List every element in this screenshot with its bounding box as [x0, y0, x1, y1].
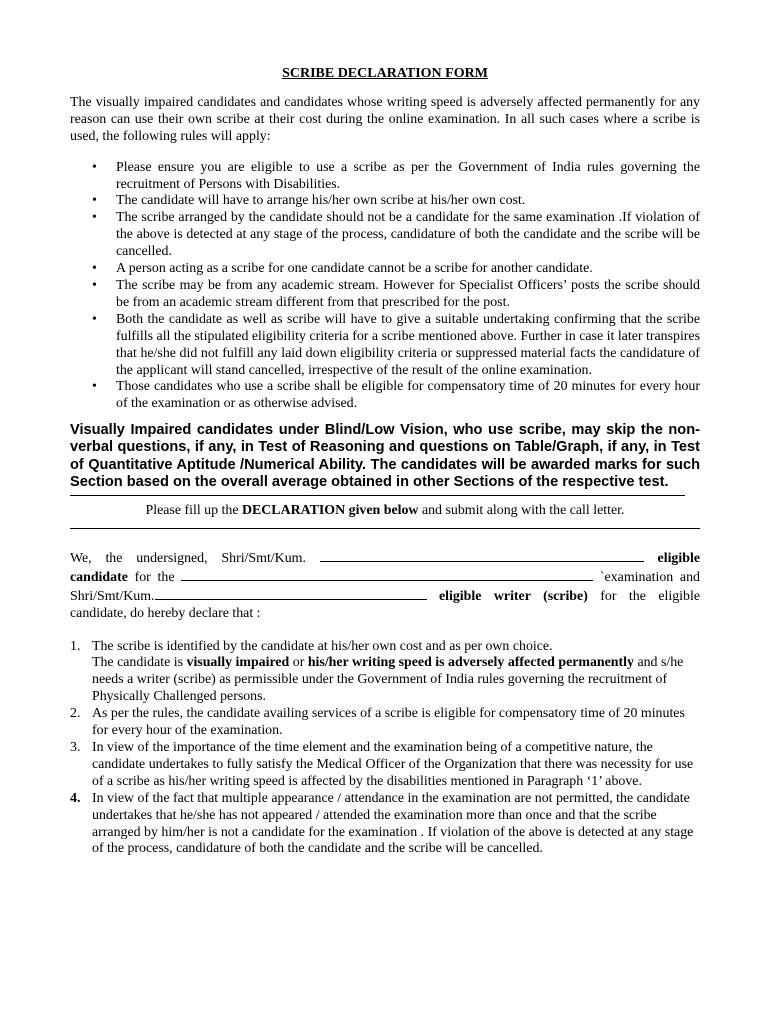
declaration-bold: eligible candidate	[70, 550, 700, 585]
divider-bottom	[70, 528, 700, 529]
document-page	[70, 66, 700, 858]
point-text: In view of the fact that multiple appearance / attendance in the examination are not permitted, the candidate undertakes that he/she has not appeared / attended the examination more than once and that the scribe arranged by him/her is not a candidate for the examination . If violation of the above is detected at any stage of the process, candidature of both the candidate and the scribe will be cancelled.	[92, 790, 694, 857]
candidate-name-blank[interactable]	[320, 549, 644, 562]
divider-top	[70, 495, 685, 496]
declaration-text: for the	[127, 569, 182, 585]
point-text: or	[289, 655, 308, 671]
rules-list	[70, 160, 700, 414]
page-title: SCRIBE DECLARATION FORM	[282, 66, 488, 81]
point-number: 4.	[70, 790, 81, 806]
point-number: 2.	[70, 706, 81, 722]
rule-item: • Please ensure you are eligible to use a scribe as per the Government of India rules governing the recruitment of Persons with Disabilities.	[70, 160, 700, 194]
intro-paragraph: The visually impaired candidates and candidates whose writing speed is adversely affected permanently for any reason can use their own scribe at their cost during the online examination. In all such cases where a scribe is used, the following rules will apply:	[70, 94, 700, 144]
declaration-text: We, the undersigned, Shri/Smt/Kum.	[70, 550, 320, 566]
rule-item: • Those candidates who use a scribe shall be eligible for compensatory time of 20 minutes for every hour of the examination or as otherwise advised.	[70, 379, 700, 413]
point-text: As per the rules, the candidate availing services of a scribe is eligible for compensatory time of 20 minutes for every hour of the examination.	[92, 706, 685, 739]
point-text: In view of the importance of the time element and the examination being of a competitive nature, the candidate undertakes to fully satisfy the Medical Officer of the Organization that there was necessity for use of a scribe as his/her writing speed is affected by the disabilities mentioned in Paragraph ‘1’ above.	[92, 740, 694, 789]
point-item	[70, 706, 700, 740]
rule-item: • The candidate will have to arrange his/her own scribe at his/her own cost.	[70, 193, 700, 210]
declaration-bold: eligible writer (scribe)	[426, 588, 588, 604]
point-number: 1.	[70, 638, 81, 654]
scribe-name-blank[interactable]	[155, 587, 427, 600]
examination-name-blank[interactable]	[181, 568, 593, 581]
fill-instruction-before: Please fill up the	[145, 503, 242, 519]
point-item	[70, 791, 700, 859]
point-text: The candidate is	[92, 655, 187, 671]
declaration-points	[70, 639, 700, 859]
rule-item: • Both the candidate as well as scribe will have to give a suitable undertaking confirming that the scribe fulfills all the stipulated eligibility criteria for a scribe mentioned above. Further in case it later transpires that he/she did not fulfill any laid down eligibility criteria or suppressed material facts the candidature of the applicant will stand cancelled, irrespective of the result of the online examination.	[70, 312, 700, 380]
declaration-paragraph	[70, 549, 700, 623]
visually-impaired-notice: Visually Impaired candidates under Blind/Low Vision, who use scribe, may skip the non-verbal questions, if any, in Test of Reasoning and questions on Table/Graph, if any, in Test of Quantitative Aptitude /Numerical Ability. The candidates will be awarded marks for such Section based on the overall average obtained in other Sections of the respective test.	[70, 422, 700, 490]
declaration-text: for the eligible candidate, do hereby declare that :	[70, 588, 701, 621]
point-bold: visually impaired	[186, 655, 290, 671]
rule-item: • A person acting as a scribe for one candidate cannot be a scribe for another candidate.	[70, 261, 700, 278]
point-item	[70, 639, 700, 707]
declaration-text: `examination and Shri/Smt/Kum.	[70, 569, 700, 604]
fill-instruction-after: and submit along with the call letter.	[418, 503, 625, 519]
rule-item: • The scribe arranged by the candidate should not be a candidate for the same examination .If violation of the above is detected at any stage of the process, candidature of both the candidate and the scribe will be cancelled.	[70, 210, 700, 261]
rule-item: • The scribe may be from any academic stream. However for Specialist Officers’ posts the scribe should be from an academic stream different from that prescribed for the post.	[70, 278, 700, 312]
point-text: and s/he needs a writer (scribe) as permissible under the Government of India rules governing the recruitment of Physically Challenged persons.	[92, 655, 684, 705]
point-bold: his/her writing speed is adversely affected permanently	[307, 655, 634, 671]
fill-instruction	[70, 503, 700, 520]
point-number: 3.	[70, 740, 81, 755]
fill-instruction-bold: DECLARATION given below	[241, 503, 419, 519]
point-item	[70, 740, 700, 791]
point-text: The scribe is identified by the candidate at his/her own cost and as per own choice.	[92, 638, 553, 654]
